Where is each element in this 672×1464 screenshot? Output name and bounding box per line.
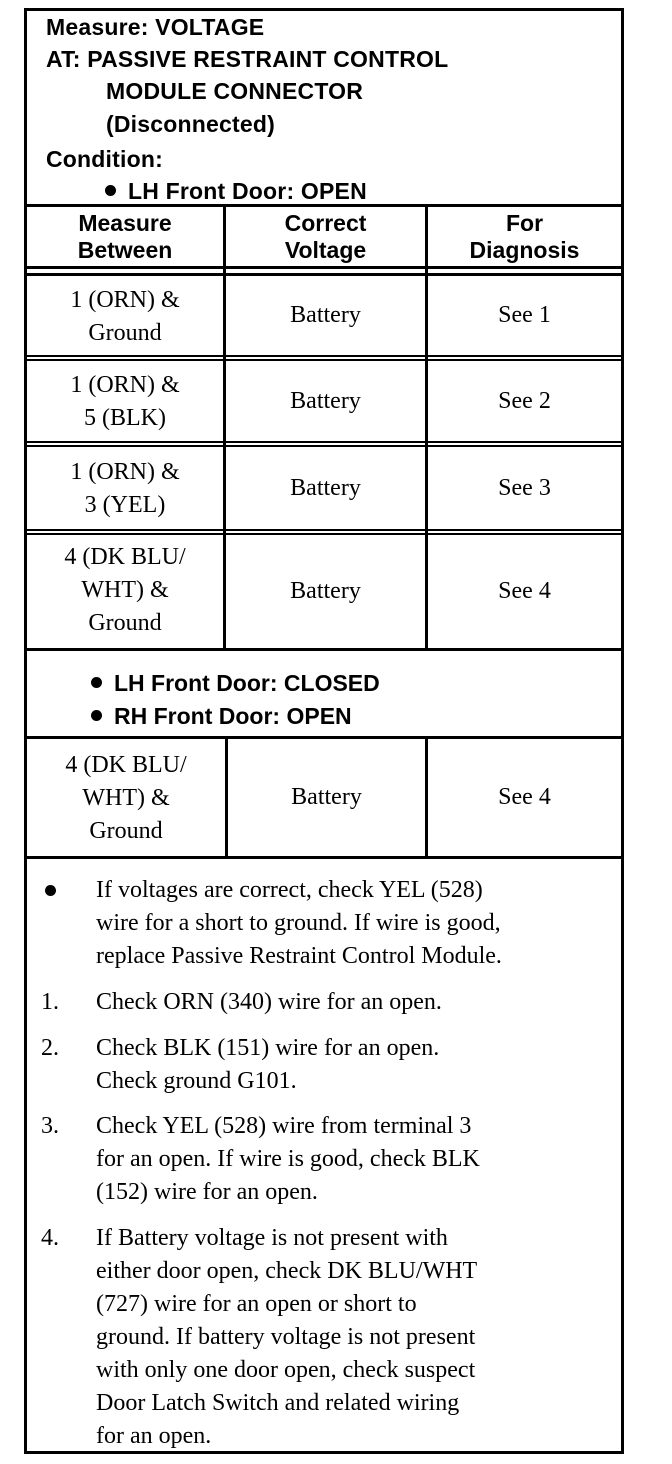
table-row-2-voltage: Battery [290,387,361,414]
cell-line: 1 (ORN) & [70,459,180,485]
column-header-line: Measure [78,210,172,236]
note-line: either door open, check DK BLU/WHT [96,1258,478,1284]
bullet-icon [91,677,102,688]
cell-line: 3 (YEL) [84,492,166,518]
cell-line: Ground [89,818,163,844]
note-line: Check BLK (151) wire for an open. [96,1035,440,1061]
diagnostic-chart [24,8,624,1454]
table-row-4-diagnosis: See 4 [498,578,551,604]
note-line: replace Passive Restraint Control Module. [96,943,502,969]
condition2-item-1 [91,670,380,697]
table-row-2-between [27,369,223,435]
cell-line: WHT) & [82,785,170,811]
bullet-icon [45,885,56,896]
column-header-correct-voltage [226,210,425,264]
table-row-3-between [27,456,223,522]
condition2-item-2 [91,703,352,730]
divider [27,441,621,443]
bullet-icon [91,710,102,721]
note-item-3 [41,1110,611,1209]
measure-title: Measure: VOLTAGE [46,14,265,40]
divider [27,529,621,531]
column-header-for-diagnosis [428,210,621,264]
table-row-1-diagnosis: See 1 [498,302,551,328]
note-line: wire for a short to ground. If wire is good, [96,910,501,936]
table-row-1-between [27,284,223,350]
table-row-4-voltage: Battery [290,578,361,604]
note-line: Check YEL (528) wire from terminal 3 [96,1113,472,1139]
cell-line: 5 (BLK) [84,405,166,431]
divider [27,204,621,207]
condition2-item-2-text: RH Front Door: OPEN [114,703,352,729]
cell-line: 4 (DK BLU/ [64,544,186,570]
location-line-3: (Disconnected) [106,111,275,137]
location-line-1: AT: PASSIVE RESTRAINT CONTROL [46,46,449,72]
note-line: If Battery voltage is not present with [96,1225,448,1251]
table-row-3-voltage: Battery [290,474,361,501]
note-number: 3. [41,1113,59,1139]
condition-item [105,178,367,205]
cell-line: 1 (ORN) & [70,372,180,398]
cell-line: WHT) & [81,577,169,603]
note-line: Check ground G101. [96,1068,297,1094]
table-row-5-voltage: Battery [291,784,362,810]
note-line: Check ORN (340) wire for an open. [96,989,442,1015]
bullet-icon [105,185,116,196]
condition2-item-1-text: LH Front Door: CLOSED [114,670,380,696]
column-header-line: Between [77,237,173,263]
note-line: (152) wire for an open. [96,1179,318,1205]
cell-line: Ground [88,610,162,636]
note-line: (727) wire for an open or short to [96,1291,417,1317]
note-line: If voltages are correct, check YEL (528) [96,877,483,903]
table-row-1-voltage: Battery [290,302,361,328]
note-item-4 [41,1222,611,1453]
table-row-5-diagnosis: See 4 [498,784,551,810]
table-row-5-between [27,749,225,848]
note-number: 1. [41,989,59,1015]
note-line: for an open. [96,1423,212,1449]
note-number: 2. [41,1035,59,1061]
column-header-measure-between [27,210,223,264]
note-line: for an open. If wire is good, check BLK [96,1146,480,1172]
column-header-line: Correct [284,210,367,236]
column-header-line: Diagnosis [469,237,580,263]
condition-label: Condition: [46,146,163,172]
condition-item-text: LH Front Door: OPEN [128,178,367,204]
divider [27,266,621,269]
note-line: Door Latch Switch and related wiring [96,1390,460,1416]
note-number: 4. [41,1225,59,1251]
table-row-4-between [27,541,223,640]
table-row-3-diagnosis: See 3 [498,474,551,501]
divider [27,355,621,357]
note-bullet [41,874,611,973]
cell-line: Ground [88,320,162,346]
note-line: ground. If battery voltage is not present [96,1324,476,1350]
divider [27,856,621,859]
column-header-line: Voltage [284,237,367,263]
cell-line: 1 (ORN) & [70,287,180,313]
location-line-2: MODULE CONNECTOR [106,78,364,104]
note-item-1 [41,986,611,1019]
chart-header [27,11,621,204]
table-row-2-diagnosis: See 2 [498,387,551,414]
divider [27,648,621,651]
column-header-line: For [505,210,544,236]
note-item-2 [41,1032,611,1098]
cell-line: 4 (DK BLU/ [65,752,187,778]
note-line: with only one door open, check suspect [96,1357,476,1383]
